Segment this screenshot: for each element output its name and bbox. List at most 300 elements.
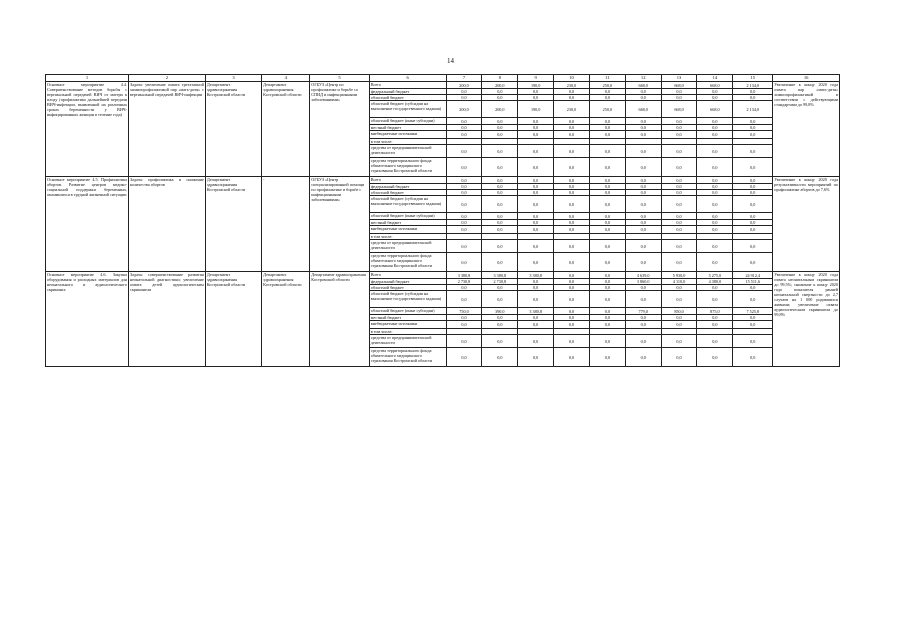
amount-cell: 0,0 bbox=[554, 118, 590, 125]
amount-cell: 0,0 bbox=[661, 89, 697, 95]
amount-cell: 2 134,0 bbox=[733, 82, 773, 89]
amount-cell: 0,0 bbox=[518, 213, 554, 220]
executor-cell: Департамент здравоохранения Костромской области bbox=[205, 82, 261, 177]
funding-source-cell: местный бюджет bbox=[369, 315, 446, 321]
amount-cell: 0,0 bbox=[733, 213, 773, 220]
amount-cell: 0,0 bbox=[482, 158, 518, 177]
amount-cell: 0,0 bbox=[661, 158, 697, 177]
amount-cell: 24 912,4 bbox=[733, 272, 773, 279]
funding-source-cell: Всего bbox=[369, 82, 446, 89]
amount-cell: 0,0 bbox=[625, 196, 661, 213]
amount-cell: 0,0 bbox=[518, 131, 554, 139]
amount-cell: 0,0 bbox=[482, 118, 518, 125]
amount-cell: 0,0 bbox=[697, 89, 733, 95]
funding-source-cell: местный бюджет bbox=[369, 220, 446, 226]
amount-cell: 2 730,8 bbox=[446, 279, 482, 285]
amount-cell: 0,0 bbox=[446, 213, 482, 220]
amount-cell: 0,0 bbox=[446, 291, 482, 308]
amount-cell: 0,0 bbox=[697, 285, 733, 291]
amount-cell: 0,0 bbox=[661, 131, 697, 139]
amount-cell: 0,0 bbox=[554, 125, 590, 131]
amount-cell: 0,0 bbox=[446, 177, 482, 184]
amount-cell: 0,0 bbox=[518, 196, 554, 213]
amount-cell: 0,0 bbox=[733, 89, 773, 95]
amount-cell: 0,0 bbox=[733, 125, 773, 131]
amount-cell: 0,0 bbox=[482, 131, 518, 139]
amount-cell: 0,0 bbox=[661, 291, 697, 308]
amount-cell: 0,0 bbox=[733, 321, 773, 329]
recipient-cell: ОГБУЗ «Центр специализированной помощи по профилактике и борьбе с инфекционными заболеваниями» bbox=[310, 177, 369, 272]
amount-cell: 0,0 bbox=[589, 285, 625, 291]
amount-cell: 0,0 bbox=[697, 240, 733, 253]
amount-cell: 0,0 bbox=[518, 125, 554, 131]
amount-cell: 0,0 bbox=[482, 196, 518, 213]
amount-cell: 5 275,0 bbox=[697, 272, 733, 279]
amount-cell: 0,0 bbox=[733, 131, 773, 139]
amount-cell: 4 639,0 bbox=[625, 272, 661, 279]
amount-cell: 0,0 bbox=[661, 184, 697, 190]
funding-source-cell: местный бюджет bbox=[369, 125, 446, 131]
amount-cell: 0,0 bbox=[554, 348, 590, 367]
amount-cell: 0,0 bbox=[482, 95, 518, 101]
amount-cell: 0,0 bbox=[518, 253, 554, 272]
amount-cell: 0,0 bbox=[589, 253, 625, 272]
table-row bbox=[46, 177, 840, 184]
amount-cell: 0,0 bbox=[697, 158, 733, 177]
amount-cell: 0,0 bbox=[733, 335, 773, 348]
amount-cell: 0,0 bbox=[625, 240, 661, 253]
amount-cell: 0,0 bbox=[589, 145, 625, 158]
amount-cell: 0,0 bbox=[697, 190, 733, 196]
amount-cell: 0,0 bbox=[554, 131, 590, 139]
amount-cell: 3 380,8 bbox=[446, 272, 482, 279]
amount-cell: 0,0 bbox=[697, 196, 733, 213]
amount-cell: 0,0 bbox=[589, 196, 625, 213]
amount-cell: 0,0 bbox=[697, 125, 733, 131]
amount-cell: 0,0 bbox=[554, 285, 590, 291]
coexecutor-cell: Департамент здравоохранения Костромской области bbox=[262, 272, 310, 367]
amount-cell: 0,0 bbox=[733, 226, 773, 234]
amount-cell: 0,0 bbox=[661, 190, 697, 196]
executor-cell: Департамент здравоохранения Костромской области bbox=[205, 272, 261, 367]
funding-source-cell: Всего bbox=[369, 177, 446, 184]
table-row bbox=[46, 272, 840, 279]
amount-cell: 0,0 bbox=[446, 321, 482, 329]
amount-cell: 0,0 bbox=[733, 95, 773, 101]
amount-cell: 0,0 bbox=[733, 285, 773, 291]
funding-source-cell: средства территориального фонда обязательного медицинского страхования Костромской области bbox=[369, 158, 446, 177]
amount-cell: 0,0 bbox=[482, 253, 518, 272]
amount-cell: 0,0 bbox=[518, 145, 554, 158]
amount-cell: 0,0 bbox=[482, 190, 518, 196]
coexecutor-cell: Департамент здравоохранения Костромской области bbox=[262, 82, 310, 177]
expected-result-cell: Увеличение к концу 2020 года охвата неонатальным скринингом до 99,5%; снижение к концу 2020 года показателя ранней неонатальной смертности до 2,7 случаев на 1 000 родившихся живыми; увеличение охвата аудиологическим скринингом до 99,8% bbox=[773, 272, 840, 367]
amount-cell: 0,0 bbox=[733, 315, 773, 321]
amount-cell: 3 860,0 bbox=[625, 279, 661, 285]
amount-cell: 250,0 bbox=[589, 101, 625, 118]
amount-cell: 668,0 bbox=[661, 101, 697, 118]
amount-cell: 0,0 bbox=[446, 220, 482, 226]
executor-cell: Департамент здравоохранения Костромской области bbox=[205, 177, 261, 272]
amount-cell: 0,0 bbox=[482, 315, 518, 321]
task-cell: Задача: увеличение охвата трехэтапной химиопрофилактикой пар «мать-дитя» с вертикальной передачей ВИЧ-инфекции bbox=[128, 82, 205, 177]
amount-cell: 7 525,8 bbox=[733, 308, 773, 315]
amount-cell: 0,0 bbox=[733, 190, 773, 196]
amount-cell: 0,0 bbox=[733, 291, 773, 308]
funding-source-cell: средства от предпринимательской деятельности bbox=[369, 335, 446, 348]
amount-cell: 0,0 bbox=[446, 89, 482, 95]
amount-cell: 0,0 bbox=[554, 213, 590, 220]
amount-cell: 750,0 bbox=[446, 308, 482, 315]
amount-cell: 0,0 bbox=[446, 348, 482, 367]
amount-cell: 0,0 bbox=[697, 335, 733, 348]
amount-cell: 0,0 bbox=[733, 253, 773, 272]
amount-cell: 0,0 bbox=[661, 145, 697, 158]
amount-cell: 0,0 bbox=[446, 184, 482, 190]
funding-source-cell: внебюджетные источники bbox=[369, 226, 446, 234]
amount-cell: 15 511,6 bbox=[733, 279, 773, 285]
column-header: 8 bbox=[482, 75, 518, 82]
amount-cell: 0,0 bbox=[446, 240, 482, 253]
amount-cell: 0,0 bbox=[446, 196, 482, 213]
amount-cell: 0,0 bbox=[697, 95, 733, 101]
amount-cell: 0,0 bbox=[661, 196, 697, 213]
amount-cell: 0,0 bbox=[625, 131, 661, 139]
amount-cell: 0,0 bbox=[554, 95, 590, 101]
amount-cell: 850,0 bbox=[661, 308, 697, 315]
amount-cell: 0,0 bbox=[697, 291, 733, 308]
amount-cell: 0,0 bbox=[482, 335, 518, 348]
funding-source-cell: областной бюджет (иные субсидии) bbox=[369, 118, 446, 125]
amount-cell: 5 930,0 bbox=[661, 272, 697, 279]
column-header: 7 bbox=[446, 75, 482, 82]
column-header: 15 bbox=[733, 75, 773, 82]
amount-cell: 230,0 bbox=[554, 101, 590, 118]
funding-source-cell: в том числе: bbox=[369, 329, 446, 335]
amount-cell: 0,0 bbox=[482, 321, 518, 329]
funding-source-cell: в том числе: bbox=[369, 139, 446, 145]
amount-cell: 0,0 bbox=[518, 321, 554, 329]
amount-cell: 0,0 bbox=[625, 184, 661, 190]
column-header: 3 bbox=[205, 75, 261, 82]
amount-cell: 2 730,8 bbox=[482, 279, 518, 285]
page-number: 14 bbox=[447, 57, 454, 65]
amount-cell: 0,0 bbox=[589, 131, 625, 139]
funding-source-cell: областной бюджет (субсидии на выполнение государственного задания) bbox=[369, 101, 446, 118]
amount-cell: 0,0 bbox=[733, 196, 773, 213]
amount-cell: 668,0 bbox=[625, 82, 661, 89]
funding-source-cell: федеральный бюджет bbox=[369, 279, 446, 285]
funding-source-cell: областной бюджет (иные субсидии) bbox=[369, 308, 446, 315]
amount-cell: 0,0 bbox=[625, 89, 661, 95]
amount-cell: 0,0 bbox=[733, 184, 773, 190]
measure-cell: Основное мероприятие 4.5. Профилактика абортов. Развитие центров медико-социальной поддержки беременных, оказавшихся в трудной жизненной ситуации bbox=[46, 177, 129, 272]
column-header: 9 bbox=[518, 75, 554, 82]
amount-cell: 0,0 bbox=[589, 89, 625, 95]
amount-cell: 0,0 bbox=[697, 348, 733, 367]
amount-cell: 0,0 bbox=[625, 118, 661, 125]
amount-cell: 0,0 bbox=[554, 145, 590, 158]
amount-cell: 0,0 bbox=[625, 321, 661, 329]
amount-cell: 0,0 bbox=[625, 315, 661, 321]
column-header: 1 bbox=[46, 75, 129, 82]
amount-cell: 0,0 bbox=[589, 220, 625, 226]
amount-cell: 0,0 bbox=[554, 335, 590, 348]
column-header: 5 bbox=[310, 75, 369, 82]
amount-cell: 0,0 bbox=[518, 279, 554, 285]
amount-cell: 0,0 bbox=[697, 253, 733, 272]
amount-cell: 0,0 bbox=[554, 158, 590, 177]
amount-cell: 0,0 bbox=[554, 279, 590, 285]
amount-cell: 0,0 bbox=[482, 220, 518, 226]
amount-cell: 0,0 bbox=[733, 145, 773, 158]
amount-cell: 3 380,8 bbox=[518, 272, 554, 279]
recipient-cell: ОГБУЗ «Центр по профилактике и борьбе со СПИД и инфекционными заболеваниями» bbox=[310, 82, 369, 177]
amount-cell: 0,0 bbox=[554, 272, 590, 279]
expected-result-cell: Увеличение к концу 2020 года охвата пар «мать-дитя» химиопрофилактикой в соответствии с действующими стандартами до 99,8% bbox=[773, 82, 840, 177]
amount-cell: 0,0 bbox=[482, 213, 518, 220]
amount-cell: 0,0 bbox=[518, 291, 554, 308]
amount-cell: 0,0 bbox=[625, 158, 661, 177]
amount-cell: 0,0 bbox=[589, 125, 625, 131]
amount-cell: 0,0 bbox=[733, 118, 773, 125]
amount-cell: 0,0 bbox=[625, 213, 661, 220]
program-table bbox=[45, 74, 840, 367]
amount-cell: 0,0 bbox=[661, 95, 697, 101]
column-header: 4 bbox=[262, 75, 310, 82]
amount-cell: 0,0 bbox=[589, 190, 625, 196]
amount-cell: 0,0 bbox=[697, 131, 733, 139]
amount-cell: 0,0 bbox=[589, 321, 625, 329]
amount-cell: 0,0 bbox=[554, 253, 590, 272]
amount-cell: 779,0 bbox=[625, 308, 661, 315]
amount-cell: 0,0 bbox=[554, 177, 590, 184]
funding-source-cell: средства от предпринимательской деятельности bbox=[369, 240, 446, 253]
amount-cell: 0,0 bbox=[733, 240, 773, 253]
column-header: 14 bbox=[697, 75, 733, 82]
amount-cell: 0,0 bbox=[554, 291, 590, 308]
amount-cell: 0,0 bbox=[518, 177, 554, 184]
recipient-cell: Департамент здравоохранения Костромской области bbox=[310, 272, 369, 367]
amount-cell: 0,0 bbox=[625, 177, 661, 184]
amount-cell: 0,0 bbox=[661, 240, 697, 253]
amount-cell: 0,0 bbox=[697, 184, 733, 190]
column-header: 12 bbox=[625, 75, 661, 82]
amount-cell: 0,0 bbox=[589, 177, 625, 184]
amount-cell: 0,0 bbox=[661, 226, 697, 234]
amount-cell: 2 134,0 bbox=[733, 101, 773, 118]
amount-cell: 0,0 bbox=[625, 125, 661, 131]
amount-cell: 0,0 bbox=[554, 220, 590, 226]
amount-cell: 0,0 bbox=[482, 226, 518, 234]
amount-cell: 0,0 bbox=[446, 125, 482, 131]
amount-cell: 0,0 bbox=[661, 321, 697, 329]
funding-source-cell: внебюджетные источники bbox=[369, 131, 446, 139]
amount-cell: 0,0 bbox=[446, 335, 482, 348]
amount-cell: 0,0 bbox=[589, 184, 625, 190]
amount-cell: 0,0 bbox=[661, 335, 697, 348]
measure-cell: Основное мероприятие 4.4. Совершенствование методов борьбы с вертикальной передачей ВИЧ от матери к плоду (профилактика дальнейшей передачи ВИЧ-инфекции, выявленной на различных сроках беременности у ВИЧ-инфицированных женщин в течение года) bbox=[46, 82, 129, 177]
amount-cell: 190,0 bbox=[518, 101, 554, 118]
amount-cell: 0,0 bbox=[625, 145, 661, 158]
funding-source-cell: федеральный бюджет bbox=[369, 89, 446, 95]
measure-cell: Основное мероприятие 4.6. Закупка оборудования и расходных материалов для неонатального и аудиологического скрининга bbox=[46, 272, 129, 367]
amount-cell: 0,0 bbox=[554, 190, 590, 196]
amount-cell: 0,0 bbox=[589, 291, 625, 308]
amount-cell: 668,0 bbox=[697, 101, 733, 118]
amount-cell: 0,0 bbox=[589, 315, 625, 321]
expected-result-cell: Увеличение к концу 2020 года результативности мероприятий по профилактике абортов до 7,6% bbox=[773, 177, 840, 272]
amount-cell: 4 380,0 bbox=[697, 279, 733, 285]
amount-cell: 0,0 bbox=[518, 226, 554, 234]
amount-cell: 0,0 bbox=[589, 213, 625, 220]
amount-cell: 0,0 bbox=[554, 89, 590, 95]
amount-cell: 0,0 bbox=[518, 348, 554, 367]
amount-cell: 0,0 bbox=[518, 190, 554, 196]
amount-cell: 200,0 bbox=[482, 82, 518, 89]
amount-cell: 0,0 bbox=[518, 89, 554, 95]
amount-cell: 0,0 bbox=[518, 335, 554, 348]
amount-cell: 0,0 bbox=[589, 348, 625, 367]
amount-cell: 0,0 bbox=[625, 95, 661, 101]
amount-cell: 0,0 bbox=[589, 335, 625, 348]
column-header: 16 bbox=[773, 75, 840, 82]
amount-cell: 0,0 bbox=[661, 177, 697, 184]
amount-cell: 0,0 bbox=[661, 118, 697, 125]
amount-cell: 0,0 bbox=[482, 291, 518, 308]
funding-source-cell: средства от предпринимательской деятельности bbox=[369, 145, 446, 158]
amount-cell: 0,0 bbox=[482, 89, 518, 95]
amount-cell: 0,0 bbox=[625, 190, 661, 196]
amount-cell: 230,0 bbox=[554, 82, 590, 89]
amount-cell: 0,0 bbox=[697, 226, 733, 234]
amount-cell: 200,0 bbox=[482, 101, 518, 118]
amount-cell: 0,0 bbox=[482, 145, 518, 158]
amount-cell: 0,0 bbox=[733, 348, 773, 367]
column-header: 6 bbox=[369, 75, 446, 82]
amount-cell: 0,0 bbox=[697, 315, 733, 321]
amount-cell: 0,0 bbox=[625, 220, 661, 226]
amount-cell: 0,0 bbox=[733, 177, 773, 184]
amount-cell: 0,0 bbox=[733, 158, 773, 177]
amount-cell: 0,0 bbox=[518, 285, 554, 291]
amount-cell: 0,0 bbox=[661, 220, 697, 226]
funding-source-cell: федеральный бюджет bbox=[369, 184, 446, 190]
amount-cell: 0,0 bbox=[446, 145, 482, 158]
amount-cell: 0,0 bbox=[518, 184, 554, 190]
amount-cell: 0,0 bbox=[554, 226, 590, 234]
amount-cell: 250,0 bbox=[589, 82, 625, 89]
amount-cell: 668,0 bbox=[697, 82, 733, 89]
amount-cell: 0,0 bbox=[554, 240, 590, 253]
amount-cell: 0,0 bbox=[482, 184, 518, 190]
amount-cell: 0,0 bbox=[518, 95, 554, 101]
amount-cell: 0,0 bbox=[554, 184, 590, 190]
amount-cell: 668,0 bbox=[625, 101, 661, 118]
amount-cell: 0,0 bbox=[697, 321, 733, 329]
amount-cell: 0,0 bbox=[589, 95, 625, 101]
amount-cell: 0,0 bbox=[661, 348, 697, 367]
amount-cell: 0,0 bbox=[661, 285, 697, 291]
funding-source-cell: областной бюджет bbox=[369, 190, 446, 196]
amount-cell: 0,0 bbox=[554, 196, 590, 213]
amount-cell: 0,0 bbox=[661, 125, 697, 131]
amount-cell: 0,0 bbox=[589, 158, 625, 177]
funding-source-cell: Всего bbox=[369, 272, 446, 279]
amount-cell: 0,0 bbox=[446, 285, 482, 291]
amount-cell: 0,0 bbox=[625, 291, 661, 308]
amount-cell: 0,0 bbox=[446, 131, 482, 139]
amount-cell: 0,0 bbox=[446, 315, 482, 321]
amount-cell: 3 380,8 bbox=[482, 272, 518, 279]
coexecutor-cell: - bbox=[262, 177, 310, 272]
column-header: 10 bbox=[554, 75, 590, 82]
funding-source-cell: областной бюджет bbox=[369, 285, 446, 291]
amount-cell: 0,0 bbox=[482, 125, 518, 131]
amount-cell: 0,0 bbox=[554, 315, 590, 321]
amount-cell: 0,0 bbox=[518, 118, 554, 125]
amount-cell: 0,0 bbox=[697, 177, 733, 184]
amount-cell: 0,0 bbox=[446, 118, 482, 125]
header-row bbox=[46, 75, 840, 82]
amount-cell: 0,0 bbox=[589, 308, 625, 315]
amount-cell: 0,0 bbox=[589, 272, 625, 279]
amount-cell: 0,0 bbox=[446, 158, 482, 177]
amount-cell: 0,0 bbox=[554, 321, 590, 329]
amount-cell: 668,0 bbox=[661, 82, 697, 89]
amount-cell: 0,0 bbox=[733, 220, 773, 226]
amount-cell: 200,0 bbox=[446, 82, 482, 89]
amount-cell: 0,0 bbox=[518, 240, 554, 253]
task-cell: Задача: профилактика и снижение количества абортов bbox=[128, 177, 205, 272]
amount-cell: 0,0 bbox=[589, 279, 625, 285]
funding-source-cell: областной бюджет (субсидии на выполнение государственного задания) bbox=[369, 291, 446, 308]
column-header: 11 bbox=[589, 75, 625, 82]
amount-cell: 0,0 bbox=[697, 118, 733, 125]
amount-cell: 0,0 bbox=[661, 315, 697, 321]
funding-source-cell: в том числе: bbox=[369, 234, 446, 240]
amount-cell: 4 110,0 bbox=[661, 279, 697, 285]
table-row bbox=[46, 82, 840, 89]
column-header: 2 bbox=[128, 75, 205, 82]
amount-cell: 0,0 bbox=[661, 213, 697, 220]
amount-cell: 0,0 bbox=[697, 145, 733, 158]
amount-cell: 0,0 bbox=[589, 240, 625, 253]
funding-source-cell: средства территориального фонда обязательного медицинского страхования Костромской области bbox=[369, 253, 446, 272]
amount-cell: 0,0 bbox=[446, 253, 482, 272]
amount-cell: 0,0 bbox=[625, 348, 661, 367]
amount-cell: 0,0 bbox=[625, 253, 661, 272]
funding-source-cell: областной бюджет (субсидии на выполнение государственного задания) bbox=[369, 196, 446, 213]
amount-cell: 0,0 bbox=[625, 335, 661, 348]
amount-cell: 0,0 bbox=[589, 118, 625, 125]
amount-cell: 0,0 bbox=[482, 240, 518, 253]
amount-cell: 0,0 bbox=[446, 190, 482, 196]
funding-source-cell: областной бюджет (иные субсидии) bbox=[369, 213, 446, 220]
amount-cell: 875,0 bbox=[697, 308, 733, 315]
amount-cell: 0,0 bbox=[697, 213, 733, 220]
amount-cell: 0,0 bbox=[625, 285, 661, 291]
amount-cell: 0,0 bbox=[518, 220, 554, 226]
amount-cell: 0,0 bbox=[446, 95, 482, 101]
amount-cell: 0,0 bbox=[661, 253, 697, 272]
amount-cell: 0,0 bbox=[518, 158, 554, 177]
amount-cell: 0,0 bbox=[482, 177, 518, 184]
amount-cell: 0,0 bbox=[625, 226, 661, 234]
amount-cell: 0,0 bbox=[518, 315, 554, 321]
funding-source-cell: средства территориального фонда обязательного медицинского страхования Костромской области bbox=[369, 348, 446, 367]
amount-cell: 0,0 bbox=[697, 220, 733, 226]
